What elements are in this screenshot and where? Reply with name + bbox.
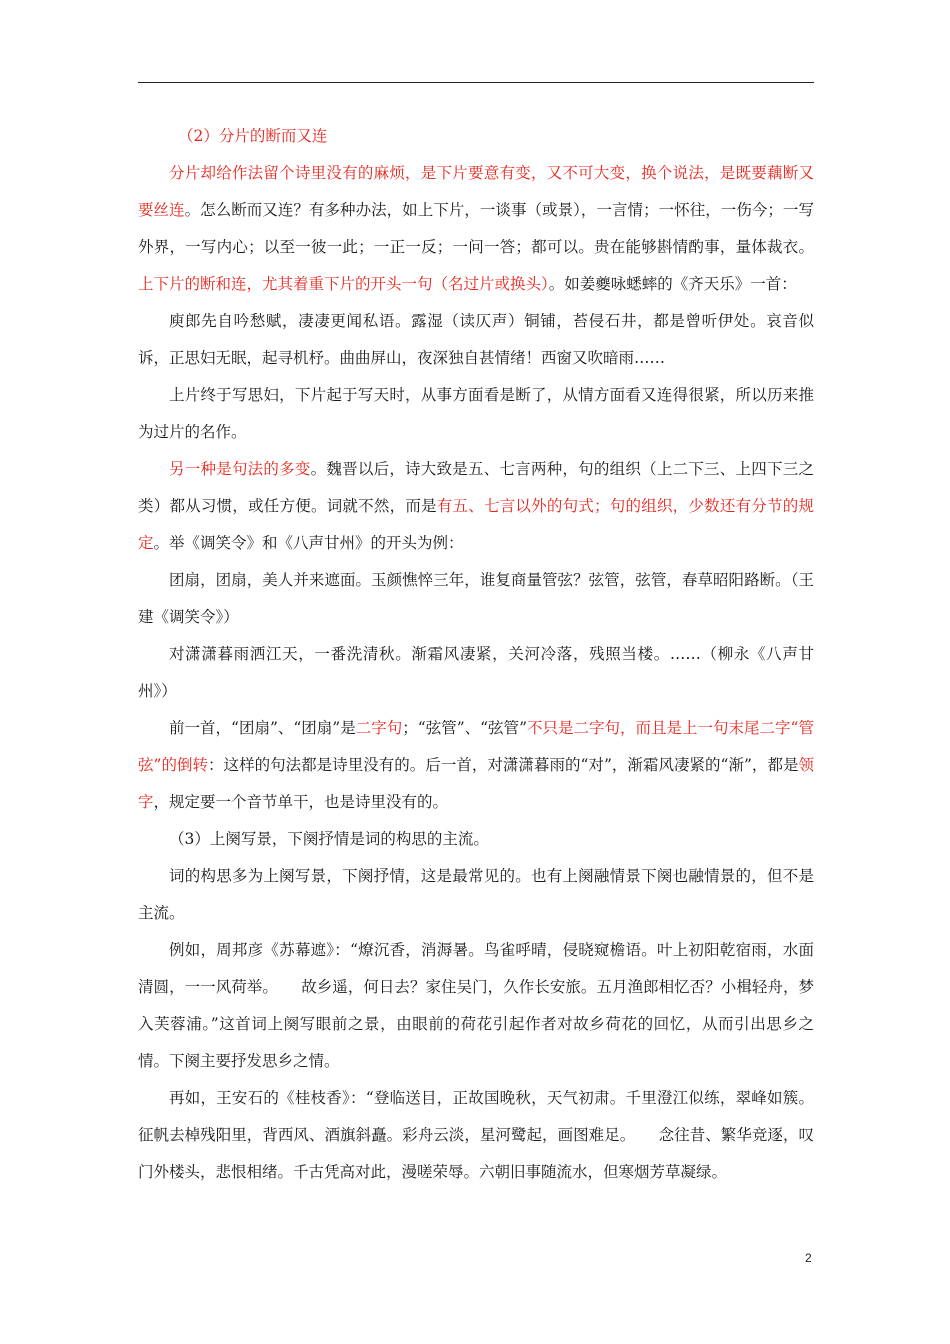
document-body bbox=[138, 118, 814, 1191]
section-heading-3: （3）上阕写景，下阕抒情是词的构思的主流。 bbox=[169, 830, 489, 848]
quote-tiaoxiaoling: 团扇，团扇，美人并来遮面。玉颜憔悴三年，谁复商量管弦？弦管，弦管，春草昭阳路断。（王建《调笑令》） bbox=[138, 571, 814, 626]
header-rule bbox=[138, 82, 814, 83]
section-heading-2: （2）分片的断而又连 bbox=[178, 127, 328, 145]
paragraph-7: 再如，王安石的《桂枝香》：“登临送目，正故国晚秋，天气初肃。千里澄江似练，翠峰如簇。征帆去棹残阳里，背西风、酒旗斜矗。彩舟云淡，星河鹭起，画图难足。 念往昔、繁华竞逐，叹门外楼头，悲恨相绪。千古凭高对此，漫嗟荣辱。六朝旧事随流水，但寒烟芳草凝绿。 bbox=[138, 1089, 814, 1181]
body-text: ：这样的句法都是诗里没有的。后一首，对潇潇暮雨的“对”，渐霜风凄紧的“渐”，都是 bbox=[208, 756, 799, 774]
body-text: ；“弦管”、“弦管” bbox=[402, 719, 527, 737]
highlight-text: 另一种是句法的多变 bbox=[169, 460, 311, 478]
paragraph-6: 例如，周邦彦《苏幕遮》：“燎沉香，消溽暑。鸟雀呼晴，侵晓窥檐语。叶上初阳乾宿雨，水面清圆，一一风荷举。 故乡遥，何日去？家住吴门，久作长安旅。五月渔郎相忆否？小楫轻舟，梦入芙蓉浦。”这首词上阕写眼前之景，由眼前的荷花引起作者对故乡荷花的回忆，从而引出思乡之情。下阕主要抒发思乡之情。 bbox=[138, 941, 814, 1070]
body-text: ，规定要一个音节单干，也是诗里没有的。 bbox=[153, 793, 449, 811]
body-text: 。魏晋以后，诗大致是五、七言两种，句的组织（上二下三、上四下三之类）都从习惯，或任方便。词就不然，而是 bbox=[138, 460, 814, 515]
highlight-text: 不只是二字句，而且是上一句末尾二字“管弦”的倒转 bbox=[138, 719, 814, 774]
body-text: 。怎么断而又连？有多种办法，如上下片，一谈事（或景），一言情；一怀往，一伤今；一写外界，一写内心；以至一彼一此；一正一反；一问一答；都可以。贵在能够斟情酌事，量体裁衣。 bbox=[138, 201, 814, 256]
page-number: 2 bbox=[805, 1251, 812, 1265]
quote-bashengganzhou: 对潇潇暮雨洒江天，一番洗清秋。渐霜风凄紧，关河冷落，残照当楼。……（柳永《八声甘州》） bbox=[138, 645, 814, 700]
paragraph-4 bbox=[138, 710, 814, 821]
paragraph-1 bbox=[138, 155, 814, 303]
body-text: 。举《调笑令》和《八声甘州》的开头为例： bbox=[153, 534, 464, 552]
body-text: 。如姜夔咏蟋蟀的《齐天乐》一首： bbox=[548, 275, 797, 293]
paragraph-5: 词的构思多为上阕写景，下阕抒情，这是最常见的。也有上阕融情景下阕也融情景的，但不是主流。 bbox=[138, 867, 814, 922]
paragraph-2: 上片终于写思妇，下片起于写天时，从事方面看是断了，从情方面看又连得很紧，所以历来推为过片的名作。 bbox=[138, 386, 814, 441]
highlight-text: 领字 bbox=[138, 756, 814, 811]
highlight-text: 有五、七言以外的句式；句的组织，少数还有分节的规定 bbox=[138, 497, 814, 552]
body-text: 前一首，“团扇”、“团扇”是 bbox=[169, 719, 356, 737]
highlight-text: 上下片的断和连，尤其着重下片的开头一句（名过片或换头） bbox=[138, 275, 549, 293]
highlight-text: 二字句 bbox=[355, 719, 403, 737]
highlight-text: 分片却给作法留个诗里没有的麻烦，是下片要意有变，又不可大变，换个说法，是既要藕断又要丝连 bbox=[138, 164, 814, 219]
paragraph-3 bbox=[138, 451, 814, 562]
quote-qitianle: 庾郎先自吟愁赋，凄凄更闻私语。露湿（读仄声）铜铺，苔侵石井，都是曾听伊处。哀音似诉，正思妇无眠，起寻机杼。曲曲屏山，夜深独自甚情绪！西窗又吹暗雨…… bbox=[138, 312, 814, 367]
